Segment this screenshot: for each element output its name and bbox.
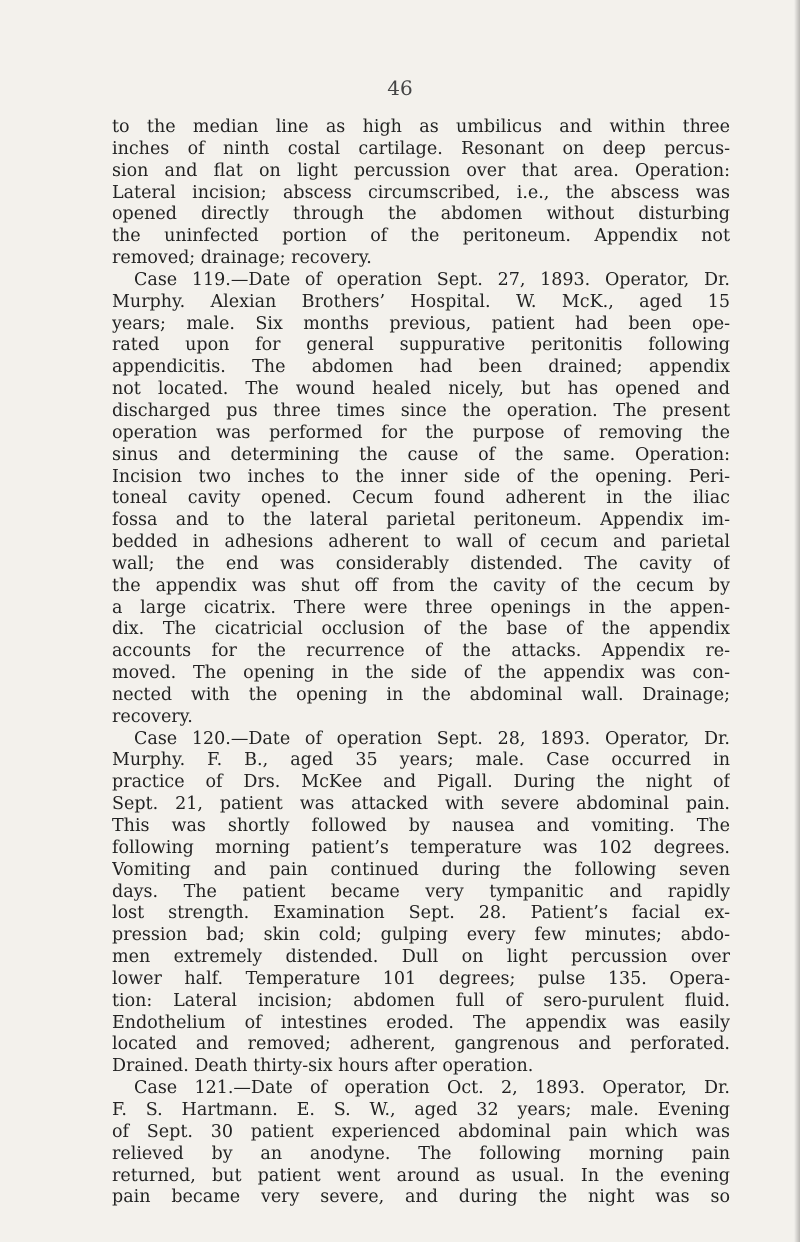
- text-line: discharged pus three times since the operation. The present: [112, 400, 730, 421]
- text-line: of Sept. 30 patient experienced abdominal pain which was: [112, 1121, 730, 1142]
- text-line: moved. The opening in the side of the appendix was con-: [112, 663, 730, 684]
- text-line: lower half. Temperature 101 degrees; pulse 135. Opera-: [112, 968, 730, 989]
- text-line: pression bad; skin cold; gulping every few minutes; abdo-: [112, 925, 730, 946]
- text-line: lost strength. Examination Sept. 28. Patient’s facial ex-: [112, 903, 730, 924]
- text-line: inches of ninth costal cartilage. Resonant on deep percus-: [112, 138, 730, 159]
- text-line: Lateral incision; abscess circumscribed, i.e., the abscess was: [112, 182, 730, 203]
- text-line: wall; the end was considerably distended. The cavity of: [112, 553, 730, 574]
- text-line: located and removed; adherent, gangrenous and perforated.: [112, 1034, 730, 1055]
- text-line: Drained. Death thirty-six hours after operation.: [112, 1056, 534, 1077]
- text-line: a large cicatrix. There were three openings in the appen-: [112, 597, 730, 618]
- text-line: years; male. Six months previous, patient had been ope-: [112, 313, 730, 334]
- text-line: recovery.: [112, 706, 193, 727]
- text-line: Incision two inches to the inner side of the opening. Peri-: [112, 466, 730, 487]
- text-line: Sept. 21, patient was attacked with severe abdominal pain.: [112, 794, 730, 815]
- text-line: days. The patient became very tympanitic and rapidly: [112, 881, 730, 902]
- text-line: rated upon for general suppurative peritonitis following: [112, 335, 730, 356]
- text-line: the appendix was shut off from the cavity of the cecum by: [112, 575, 730, 596]
- text-line: F. S. Hartmann. E. S. W., aged 32 years; male. Evening: [112, 1099, 730, 1120]
- text-line: sion and flat on light percussion over that area. Operation:: [112, 160, 730, 181]
- text-line: tion: Lateral incision; abdomen full of sero-purulent fluid.: [112, 990, 730, 1011]
- text-line: opened directly through the abdomen without disturbing: [112, 204, 730, 225]
- text-line: to the median line as high as umbilicus and within three: [112, 117, 730, 137]
- text-line: following morning patient’s temperature was 102 degrees.: [112, 837, 730, 858]
- text-line: Murphy. F. B., aged 35 years; male. Case occurred in: [112, 750, 730, 771]
- text-line: Case 121.—Date of operation Oct. 2, 1893. Operator, Dr.: [134, 1078, 730, 1099]
- text-line: relieved by an anodyne. The following morning pain: [112, 1143, 730, 1164]
- page-number: 46: [387, 76, 413, 100]
- text-line: Case 120.—Date of operation Sept. 28, 1893. Operator, Dr.: [134, 728, 730, 749]
- page-edge-shadow: [794, 0, 800, 1242]
- text-line: returned, but patient went around as usual. In the evening: [112, 1165, 730, 1186]
- text-line: Case 119.—Date of operation Sept. 27, 1893. Operator, Dr.: [134, 269, 730, 290]
- text-line: operation was performed for the purpose of removing the: [112, 422, 730, 443]
- text-line: removed; drainage; recovery.: [112, 248, 372, 269]
- text-line: pain became very severe, and during the night was so: [112, 1187, 730, 1208]
- text-line: men extremely distended. Dull on light percussion over: [112, 947, 730, 968]
- text-line: the uninfected portion of the peritoneum. Appendix not: [112, 226, 730, 247]
- text-line: nected with the opening in the abdominal wall. Drainage;: [112, 684, 730, 705]
- text-line: practice of Drs. McKee and Pigall. During the night of: [112, 772, 730, 793]
- text-line: bedded in adhesions adherent to wall of cecum and parietal: [112, 532, 730, 553]
- text-line: accounts for the recurrence of the attacks. Appendix re-: [112, 641, 730, 662]
- body-text: [112, 117, 730, 1209]
- text-line: dix. The cicatricial occlusion of the base of the appendix: [112, 619, 730, 640]
- text-line: Murphy. Alexian Brothers’ Hospital. W. McK., aged 15: [112, 291, 730, 312]
- text-line: sinus and determining the cause of the same. Operation:: [112, 444, 730, 465]
- text-line: appendicitis. The abdomen had been drained; appendix: [112, 357, 730, 378]
- text-line: toneal cavity opened. Cecum found adherent in the iliac: [112, 488, 730, 509]
- text-line: This was shortly followed by nausea and vomiting. The: [112, 816, 730, 836]
- text-line: not located. The wound healed nicely, but has opened and: [112, 379, 730, 400]
- text-line: Vomiting and pain continued during the following seven: [112, 859, 730, 880]
- text-line: Endothelium of intestines eroded. The appendix was easily: [112, 1012, 730, 1033]
- text-line: fossa and to the lateral parietal peritoneum. Appendix im-: [112, 510, 730, 531]
